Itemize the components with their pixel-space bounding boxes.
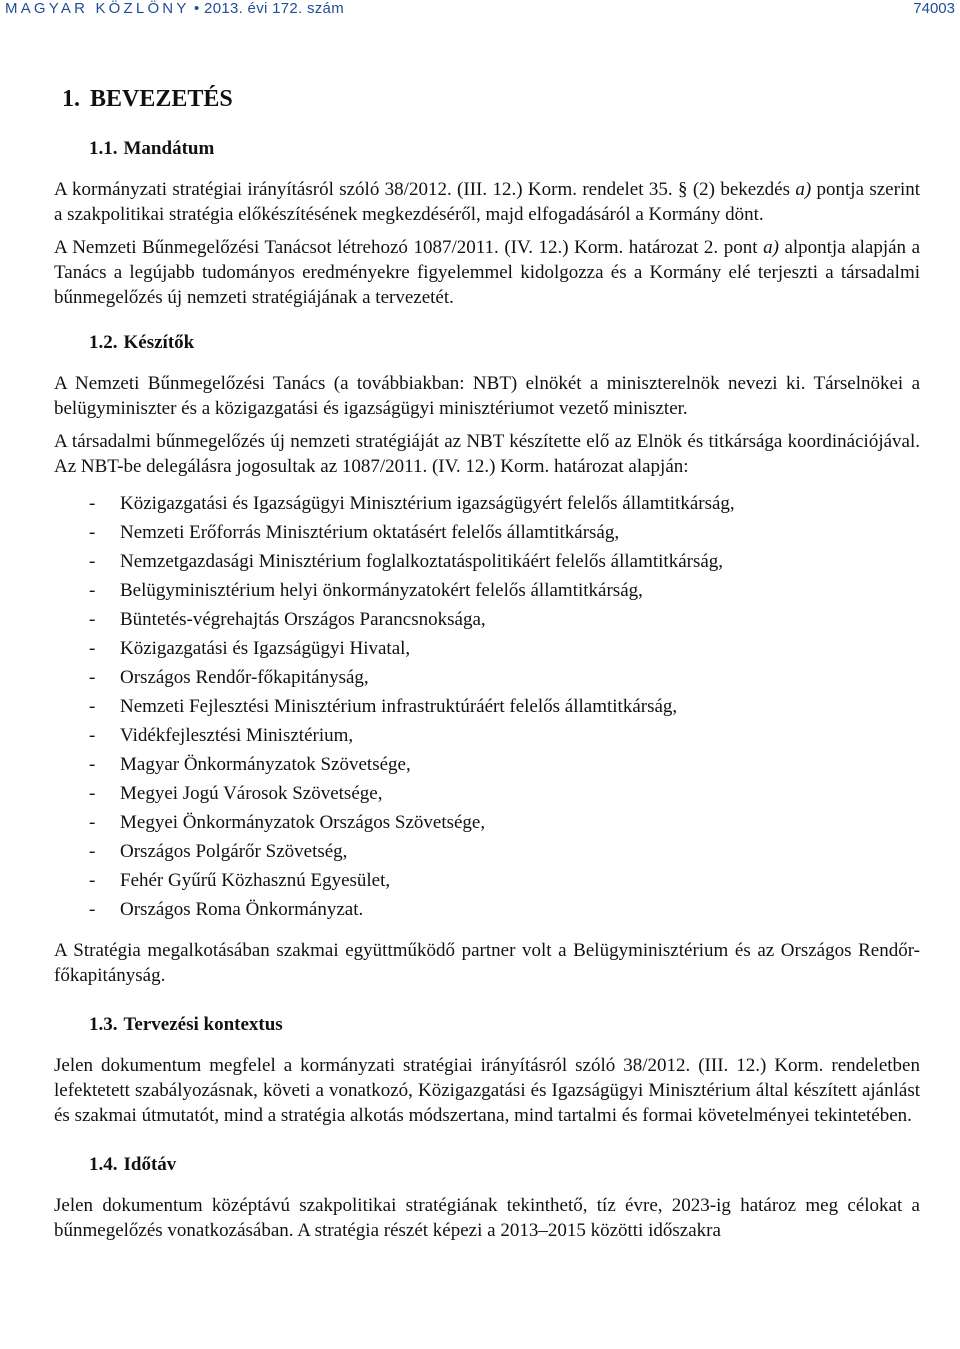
mandate-paragraph-2: A Nemzeti Bűnmegelőzési Tanácsot létrehozó 1087/2011. (IV. 12.) Korm. határozat 2. pont a) alpontja alapján a Tanács a legújabb tudományos eredményekre figyelemmel kidolgozza és a Kormány elé terjeszti a társadalmi bűnmegelőzés új nemzeti stratégiájának a tervezetét. bbox=[54, 237, 921, 308]
running-head bbox=[5, 0, 955, 18]
list-item bbox=[54, 779, 920, 808]
list-item bbox=[54, 489, 920, 518]
list-marker: - bbox=[89, 522, 96, 543]
subsection-number: 1.2. bbox=[89, 332, 118, 353]
list-marker: - bbox=[89, 899, 96, 920]
list-item-text: Magyar Önkormányzatok Szövetsége, bbox=[120, 754, 411, 775]
subsection-number: 1.1. bbox=[89, 138, 118, 159]
list-marker: - bbox=[89, 638, 96, 659]
section-number: 1. bbox=[62, 86, 80, 112]
makers-paragraph-3: A Stratégia megalkotásában szakmai együttműködő partner volt a Belügyminisztérium és az Országos Rendőr-főkapitányság. bbox=[54, 940, 920, 986]
list-item-text: Megyei Jogú Városok Szövetsége, bbox=[120, 783, 383, 804]
list-item-text: Országos Roma Önkormányzat. bbox=[120, 899, 364, 920]
list-marker: - bbox=[89, 812, 96, 833]
subsection-number: 1.4. bbox=[89, 1154, 118, 1175]
list-item-text: Országos Polgárőr Szövetség, bbox=[120, 841, 348, 862]
list-item bbox=[54, 605, 920, 634]
context-paragraph-1: Jelen dokumentum megfelel a kormányzati stratégiai irányításról szóló 38/2012. (III. 12.) Korm. rendeletben lefektetett szabályozásnak, követi a vonatkozó, Közigazgatási és Igazságügyi Minisztérium által készített ajánlást és szakmai útmutatót, mind a stratégia alkotás módszertana, mind tartalmi és formai követelményei tekintetében. bbox=[54, 1055, 920, 1126]
list-item-text: Közigazgatási és Igazságügyi Minisztérium igazságügyért felelős államtitkárság, bbox=[120, 493, 735, 514]
subsection-heading-context bbox=[89, 1012, 920, 1037]
subsection-title: Időtáv bbox=[123, 1154, 177, 1175]
header-bullet: • bbox=[194, 0, 200, 17]
list-marker: - bbox=[89, 696, 96, 717]
list-item bbox=[54, 663, 920, 692]
list-item bbox=[54, 547, 920, 576]
list-item bbox=[54, 576, 920, 605]
list-item-text: Vidékfejlesztési Minisztérium, bbox=[120, 725, 354, 746]
list-item bbox=[54, 518, 920, 547]
timeframe-paragraph-1: Jelen dokumentum középtávú szakpolitikai stratégiának tekinthető, tíz évre, 2023-ig határoz meg célokat a bűnmegelőzés vonatkozásában. A stratégia részét képezi a 2013–2015 közötti időszakra bbox=[54, 1195, 920, 1241]
list-item-text: Közigazgatási és Igazságügyi Hivatal, bbox=[120, 638, 411, 659]
section-heading-intro bbox=[62, 84, 920, 114]
publication-title: MAGYAR KÖZLÖNY bbox=[5, 0, 190, 17]
makers-paragraph-1: A Nemzeti Bűnmegelőzési Tanács (a továbbiakban: NBT) elnökét a miniszterelnök nevezi ki. Társelnökei a belügyminiszter és a közigazgatási és igazságügyi minisztériumot vezető miniszter. bbox=[54, 373, 920, 419]
mandate-paragraph-1: A kormányzati stratégiai irányításról szóló 38/2012. (III. 12.) Korm. rendelet 35. § (2) bekezdés a) pontja szerint a szakpolitikai stratégia előkészítésének megkezdéséről, majd elfogadásáról a Kormány dönt. bbox=[54, 179, 921, 225]
list-item bbox=[54, 895, 920, 924]
subsection-title: Készítők bbox=[123, 332, 195, 353]
list-marker: - bbox=[89, 870, 96, 891]
list-item-text: Belügyminisztérium helyi önkormányzatokért felelős államtitkárság, bbox=[120, 580, 643, 601]
list-item bbox=[54, 750, 920, 779]
list-marker: - bbox=[89, 754, 96, 775]
list-item-text: Megyei Önkormányzatok Országos Szövetsége, bbox=[120, 812, 486, 833]
list-item-text: Nemzeti Erőforrás Minisztérium oktatásért felelős államtitkárság, bbox=[120, 522, 620, 543]
subsection-title: Mandátum bbox=[123, 138, 215, 159]
document-body bbox=[54, 84, 920, 1257]
list-item bbox=[54, 721, 920, 750]
list-marker: - bbox=[89, 725, 96, 746]
list-marker: - bbox=[89, 580, 96, 601]
list-marker: - bbox=[89, 783, 96, 804]
list-item bbox=[54, 866, 920, 895]
makers-paragraph-2: A társadalmi bűnmegelőzés új nemzeti stratégiáját az NBT készítette elő az Elnök és titkársága koordinációjával. Az NBT-be delegálásra jogosultak az 1087/2011. (IV. 12.) Korm. határozat alapján: bbox=[54, 431, 920, 477]
list-item bbox=[54, 634, 920, 663]
list-item-text: Nemzetgazdasági Minisztérium foglalkoztatáspolitikáért felelős államtitkárság, bbox=[120, 551, 724, 572]
list-item bbox=[54, 692, 920, 721]
list-marker: - bbox=[89, 667, 96, 688]
list-marker: - bbox=[89, 609, 96, 630]
list-item-text: Országos Rendőr-főkapitányság, bbox=[120, 667, 369, 688]
delegates-list bbox=[54, 489, 920, 924]
list-item bbox=[54, 837, 920, 866]
list-item-text: Nemzeti Fejlesztési Minisztérium infrastruktúráért felelős államtitkárság, bbox=[120, 696, 678, 717]
section-title: BEVEZETÉS bbox=[90, 86, 233, 112]
list-marker: - bbox=[89, 493, 96, 514]
list-marker: - bbox=[89, 551, 96, 572]
page-number: 74003 bbox=[913, 0, 955, 17]
subsection-heading-makers bbox=[89, 330, 920, 355]
list-item-text: Büntetés-végrehajtás Országos Parancsnoksága, bbox=[120, 609, 486, 630]
list-item-text: Fehér Gyűrű Közhasznú Egyesület, bbox=[120, 870, 391, 891]
issue-label: 2013. évi 172. szám bbox=[204, 0, 344, 17]
list-marker: - bbox=[89, 841, 96, 862]
subsection-number: 1.3. bbox=[89, 1014, 118, 1035]
list-item bbox=[54, 808, 920, 837]
subsection-heading-mandate bbox=[89, 136, 920, 161]
subsection-heading-timeframe bbox=[89, 1152, 920, 1177]
subsection-title: Tervezési kontextus bbox=[123, 1014, 283, 1035]
